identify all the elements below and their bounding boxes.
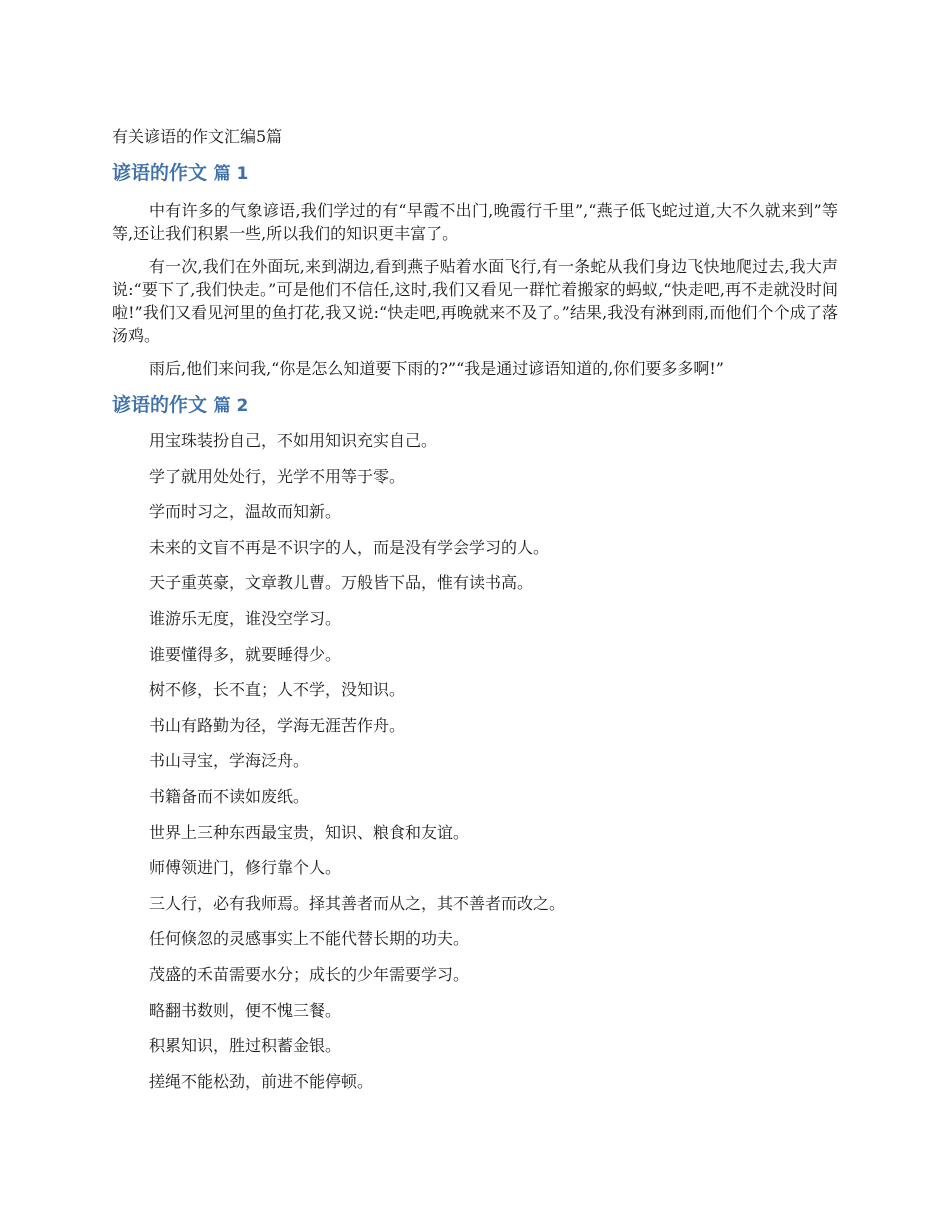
section-2-heading-number: 篇 2 [213,396,249,416]
proverb-line: 未来的文盲不再是不识字的人，而是没有学会学习的人。 [149,537,550,557]
proverb-line: 谁游乐无度，谁没空学习。 [149,608,342,628]
section-1-paragraph: 有一次,我们在外面玩,来到湖边,看到燕子贴着水面飞行,有一条蛇从我们身边飞快地爬过去,我大声说:“要下了,我们快走。”可是他们不信任,这时,我们又看见一群忙着搬家的蚂蚁,“快走吧,再不走就没时间啦!”我们又看见河里的鱼打花,我又说:“快走吧,再晚就来不及了。”结果,我没有淋到雨,而他们个个成了落汤鸡。 [112,257,838,345]
proverb-line: 三人行，必有我师焉。择其善者而从之，其不善者而改之。 [149,893,566,913]
proverb-line: 略翻书数则，便不愧三餐。 [149,1000,342,1020]
section-1-paragraph: 雨后,他们来问我,“你是怎么知道要下雨的?”“我是通过谚语知道的,你们要多多啊!” [149,359,724,378]
proverb-line: 用宝珠装扮自己，不如用知识充实自己。 [149,431,438,450]
section-1-paragraph: 中有许多的气象谚语,我们学过的有“早霞不出门,晚霞行千里”,“燕子低飞蛇过道,大不久就来到”等等,还让我们积累一些,所以我们的知识更丰富了。 [112,201,838,243]
proverb-line: 世界上三种东西最宝贵，知识、粮食和友谊。 [149,822,470,842]
section-1-heading-text: 谚语的作文 [112,162,208,184]
document-title: 有关谚语的作文汇编5篇 [112,127,283,146]
proverb-line: 搓绳不能松劲，前进不能停顿。 [149,1071,374,1091]
proverb-line: 书山寻宝，学海泛舟。 [149,751,310,771]
proverb-line: 师傅领进门，修行靠个人。 [149,858,342,878]
proverb-line: 树不修，长不直；人不学，没知识。 [149,680,406,700]
proverb-line: 学而时习之，温故而知新。 [149,502,342,522]
proverb-line: 书籍备而不读如废纸。 [149,786,310,806]
section-1-body [112,199,838,380]
proverb-line: 积累知识，胜过积蓄金银。 [149,1036,342,1056]
proverb-line: 任何倏忽的灵感事实上不能代替长期的功夫。 [149,929,470,949]
section-2-heading [112,390,838,421]
proverb-line: 茂盛的禾苗需要水分；成长的少年需要学习。 [149,964,470,984]
proverb-line: 书山有路勤为径，学海无涯苦作舟。 [149,715,406,735]
section-1-heading-number: 篇 1 [213,164,249,184]
proverb-line: 谁要懂得多，就要睡得少。 [149,644,342,664]
proverb-line: 天子重英豪，文章教儿曹。万般皆下品，惟有读书高。 [149,573,534,593]
section-2-heading-text: 谚语的作文 [112,394,208,416]
section-1-heading [112,158,838,189]
section-2-body [112,429,838,1093]
proverb-line: 学了就用处处行，光学不用等于零。 [149,466,406,486]
